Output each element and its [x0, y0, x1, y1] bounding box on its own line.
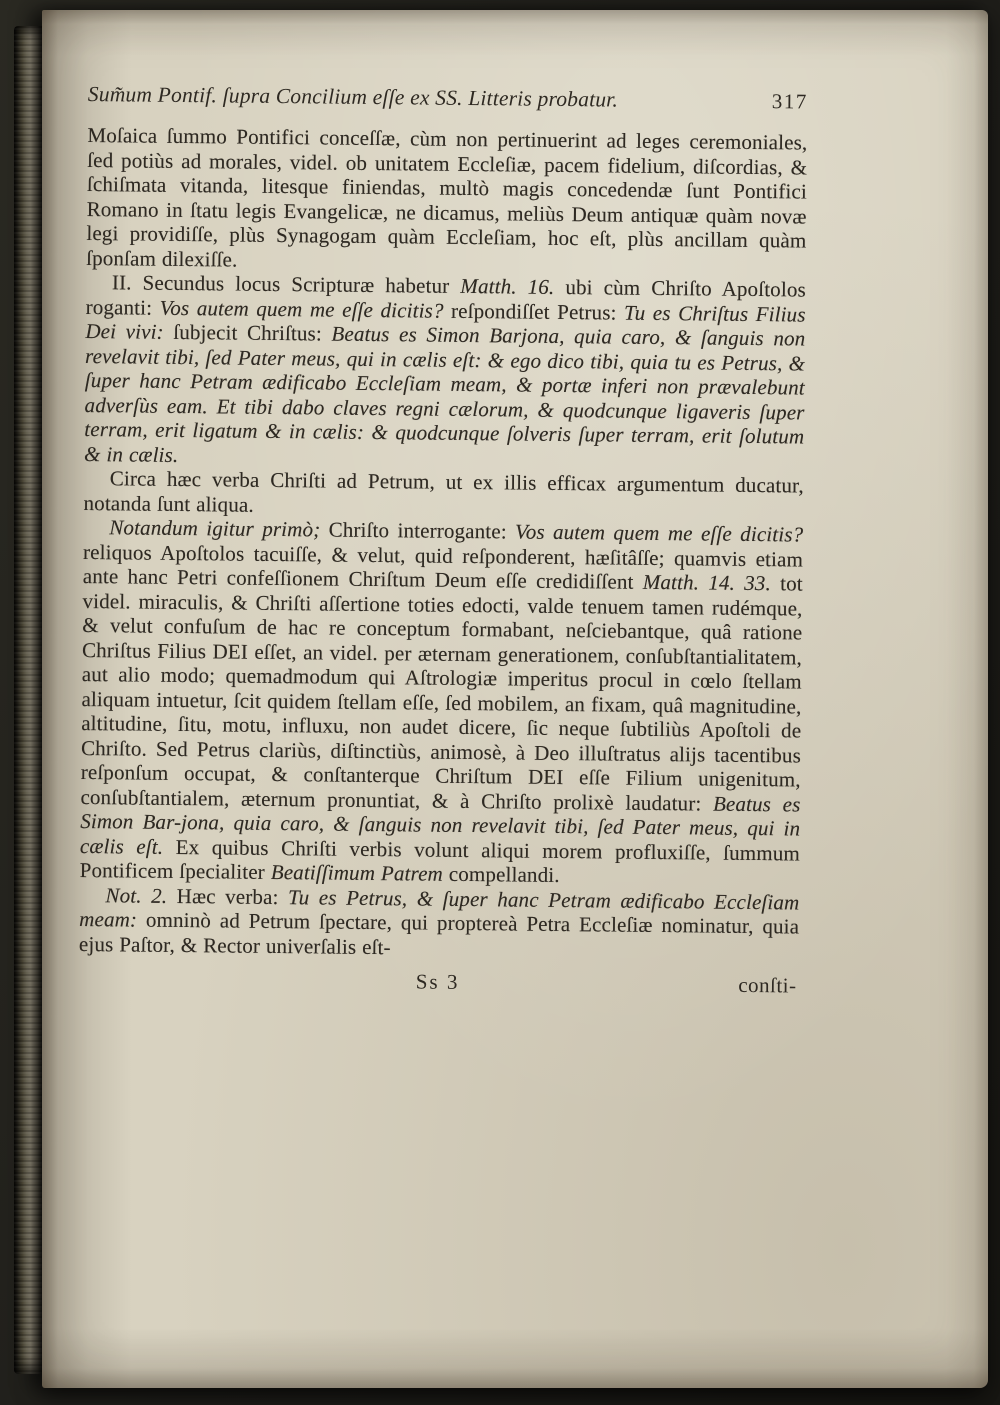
- text-segment: Vos autem quem me eſſe dicitis?: [515, 519, 804, 547]
- signature-mark: Ss 3: [415, 969, 460, 994]
- text-segment: Matth. 16.: [460, 273, 555, 299]
- text-segment: Ex quibus Chriſti verbis volunt aliqui morem profluxiſſe, ſummum Pontificem ſpecialiter: [79, 834, 801, 884]
- text-segment: Beatiſſimum Patrem: [270, 859, 444, 886]
- text-segment: reſpondiſſet Petrus:: [443, 298, 625, 325]
- paragraph: [86, 123, 807, 278]
- book-page: [42, 10, 988, 1388]
- catchword: conſti-: [738, 972, 797, 998]
- text-segment: Not. 2.: [105, 882, 168, 908]
- text-segment: II. Secundus locus Scripturæ habetur: [111, 270, 461, 298]
- text-segment: omninò ad Petrum ſpectare, qui proptereà Petra Eccleſiæ nominatur, quia ejus Paſtor, & Rector univerſalis eſt-: [78, 907, 800, 959]
- text-segment: Beatus es Simon Bar-jona, quia caro, & ſanguis non revelavit tibi, ſed Pater meus, qui in cælis eſt.: [79, 791, 801, 859]
- book-page-edges: [14, 26, 44, 1374]
- footer-spacer: [79, 985, 416, 989]
- text-segment: Moſaica ſummo Pontifici conceſſæ, cùm non pertinuerint ad leges ceremoniales, ſed potiùs ad morales, videl. ob unitatem Eccleſiæ, pacem fidelium, diſcordias, & ſchiſmata vitanda, litesque finiendas, multò magis concedendæ ſunt Pontifici Romano in ſtatu legis Evangelicæ, ne dicamus, meliùs Deum antiquæ quàm novæ legi providiſſe, plùs Synagogam quàm Eccleſiam, hoc eſt, plùs ancillam quàm ſponſam dilexiſſe.: [86, 122, 808, 272]
- running-title: Sum̃um Pontif. ſupra Concilium eſſe ex SS. Litteris probatur.: [87, 82, 619, 112]
- text-segment: ubi cùm Chriſto Apoſtolos roganti:: [85, 274, 806, 320]
- running-header: [88, 82, 808, 115]
- text-segment: Hæc verba:: [167, 883, 289, 909]
- page-content: [78, 82, 807, 998]
- text-segment: Tu es Petrus, & ſuper hanc Petram ædificabo Eccleſiam meam:: [79, 884, 800, 932]
- text-segment: Tu es Chriſtus Filius Dei vivi:: [85, 300, 806, 344]
- text-segment: Circa hæc verba Chriſti ad Petrum, ut ex illis efficax argumentum ducatur, notanda ſunt aliqua.: [83, 466, 804, 517]
- footer-line: [78, 966, 798, 999]
- text-segment: Notandum igitur primò;: [109, 515, 321, 542]
- text-segment: Matth. 14. 33.: [642, 569, 772, 596]
- text-segment: compellandi.: [442, 861, 560, 887]
- paragraph: [84, 270, 806, 474]
- paragraph: [83, 466, 803, 523]
- text-segment: Chriſto interrogante:: [320, 517, 516, 544]
- text-segment: reliquos Apoſtolos tacuiſſe, & velut, quid reſponderent, hæſitâſſe; quamvis etiam ante hanc Petri confeſſionem Chriſtum Deum eſſe credidiſſent: [82, 539, 804, 594]
- text-segment: tot videl. miraculis, & Chriſti aſſertione toties edocti, valde tenuem tamen rudémque, & velut confuſum de hac re conceptum formabant, neſciebantque, quâ ratione Chriſtus Filius DEI eſſet, an videl. per æternam generationem, conſubſtantialitatem, aut alio modo; quemadmodum qui Aſtrologiæ imperitus procul in cœlo ſtellam aliquam intuetur, ſcit quidem ſtellam eſſe, ſed mobilem, an fixam, quâ magnitudine, altitudine, ſitu, motu, influxu, non audet dicere, ſic neque ſubtiliùs Apoſtoli de Chriſto. Sed Petrus clariùs, diſtinctiùs, animosè, à Deo illuſtratus alijs tacentibus reſponſum occupat, & conſtanterque Chriſtum DEI eſſe Filium unigenitum, conſubſtantialem, æternum pronuntiat, & à Chriſto prolixè laudatur:: [80, 571, 803, 816]
- text-body: [79, 123, 808, 963]
- text-segment: ſubjecit Chriſtus:: [163, 319, 332, 346]
- page-number: 317: [771, 89, 808, 114]
- paragraph: [79, 882, 800, 963]
- paragraph: [80, 515, 804, 890]
- text-segment: Beatus es Simon Barjona, quia caro, & ſanguis non revelavit tibi, ſed Pater meus, qui in cælis eſt: & ego dico tibi, quia tu es Petrus, & ſuper hanc Petram ædificabo Eccleſiam meam, & portæ inferi non prævalebunt adverſùs eam. Et tibi dabo claves regni cælorum, & quodcunque ligaveris ſuper terram, erit ligatum & in cælis: & quodcunque ſolveris ſuper terram, erit ſolutum & in cælis.: [83, 321, 806, 467]
- text-segment: Vos autem quem me eſſe dicitis?: [159, 295, 444, 323]
